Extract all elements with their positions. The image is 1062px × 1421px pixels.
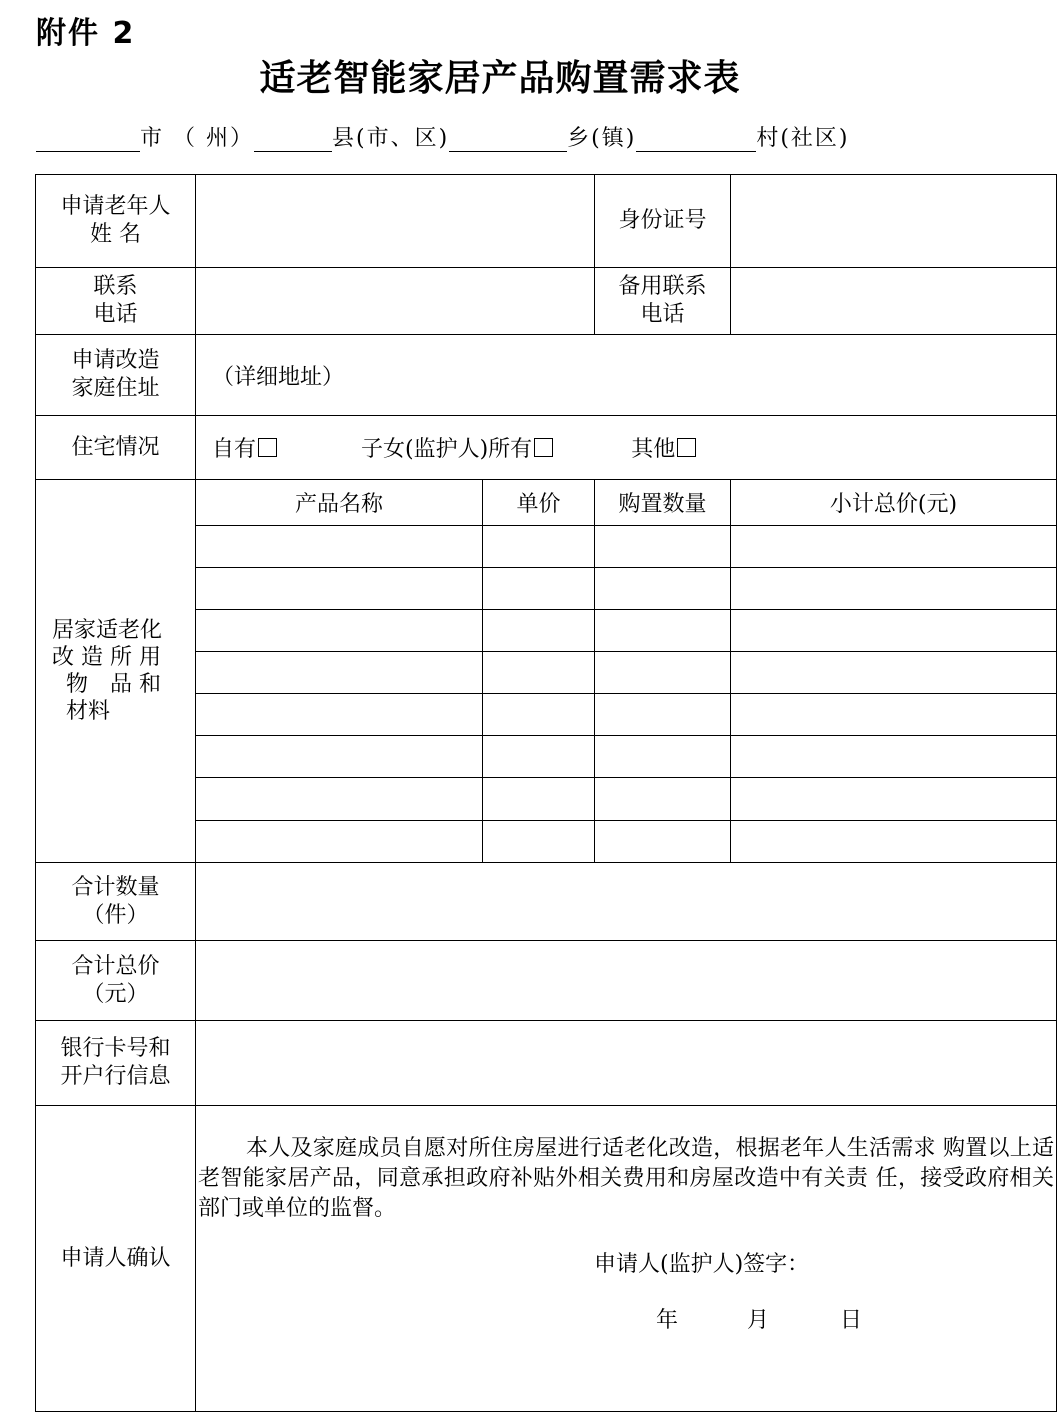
village-label: 村(社区) bbox=[756, 126, 850, 151]
township-blank[interactable] bbox=[449, 125, 567, 152]
unit-price-cell[interactable] bbox=[483, 568, 595, 610]
subtotal-cell[interactable] bbox=[731, 778, 1057, 821]
column-header-unit-price: 单价 bbox=[483, 480, 595, 526]
quantity-cell[interactable] bbox=[595, 821, 731, 863]
bank-info-label-cell bbox=[36, 1021, 196, 1106]
subtotal-cell[interactable] bbox=[731, 610, 1057, 652]
unit-price-cell[interactable] bbox=[483, 736, 595, 778]
products-label-line2: 改 造 所 用 bbox=[52, 645, 161, 670]
bank-info-row bbox=[36, 1021, 1057, 1106]
phone-input-cell[interactable] bbox=[196, 268, 595, 335]
housing-option-other-label: 其他 bbox=[631, 437, 676, 462]
products-label-line3: 物 品 和 bbox=[66, 672, 161, 697]
signature-label: 申请人(监护人)签字： bbox=[594, 1252, 810, 1277]
total-quantity-label-cell bbox=[36, 863, 196, 941]
backup-phone-label-line2: 电话 bbox=[640, 302, 685, 327]
address-input-cell[interactable] bbox=[196, 335, 1057, 416]
subtotal-cell[interactable] bbox=[731, 736, 1057, 778]
housing-label: 住宅情况 bbox=[36, 416, 196, 480]
product-name-cell[interactable] bbox=[196, 652, 483, 694]
phone-label-line2: 电话 bbox=[93, 302, 138, 327]
total-price-label-line2: （元） bbox=[82, 981, 149, 1007]
products-label-line1: 居家适老化 bbox=[52, 618, 163, 643]
name-label-line1: 申请老年人 bbox=[60, 194, 171, 219]
county-blank[interactable] bbox=[254, 125, 332, 152]
signature-date bbox=[198, 1306, 1054, 1336]
confirmation-body-cell bbox=[196, 1106, 1057, 1412]
housing-option-children-label: 子女(监护人)所有 bbox=[361, 437, 533, 462]
unit-price-cell[interactable] bbox=[483, 610, 595, 652]
housing-option-owned[interactable] bbox=[212, 432, 277, 463]
subtotal-cell[interactable] bbox=[731, 526, 1057, 568]
unit-price-cell[interactable] bbox=[483, 778, 595, 821]
quantity-cell[interactable] bbox=[595, 694, 731, 736]
confirmation-row bbox=[36, 1106, 1057, 1412]
column-header-subtotal: 小计总价(元) bbox=[731, 480, 1057, 526]
column-header-quantity: 购置数量 bbox=[595, 480, 731, 526]
phone-label-cell bbox=[36, 268, 196, 335]
products-header-row bbox=[36, 480, 1057, 526]
product-name-cell[interactable] bbox=[196, 568, 483, 610]
product-name-cell[interactable] bbox=[196, 736, 483, 778]
village-blank[interactable] bbox=[636, 125, 756, 152]
total-quantity-row bbox=[36, 863, 1057, 941]
county-label: 县(市、区) bbox=[332, 126, 450, 151]
checkbox-icon[interactable] bbox=[677, 438, 696, 457]
product-name-cell[interactable] bbox=[196, 526, 483, 568]
unit-price-cell[interactable] bbox=[483, 821, 595, 863]
total-quantity-label-line2: （件） bbox=[82, 902, 149, 928]
product-name-cell[interactable] bbox=[196, 610, 483, 652]
column-header-product-name: 产品名称 bbox=[196, 480, 483, 526]
housing-option-other[interactable] bbox=[631, 432, 696, 463]
address-row bbox=[36, 335, 1057, 416]
quantity-cell[interactable] bbox=[595, 652, 731, 694]
bank-info-input-cell[interactable] bbox=[196, 1021, 1057, 1106]
date-year: 年 bbox=[656, 1308, 679, 1333]
subtotal-cell[interactable] bbox=[731, 821, 1057, 863]
subtotal-cell[interactable] bbox=[731, 652, 1057, 694]
city-label: 市 （ 州） bbox=[140, 126, 254, 151]
region-line bbox=[36, 116, 850, 152]
total-price-row bbox=[36, 941, 1057, 1021]
total-quantity-input-cell[interactable] bbox=[196, 863, 1057, 941]
confirmation-label: 申请人确认 bbox=[36, 1106, 196, 1412]
phone-label-line1: 联系 bbox=[93, 274, 138, 299]
name-input-cell[interactable] bbox=[196, 175, 595, 268]
quantity-cell[interactable] bbox=[595, 736, 731, 778]
address-label-line1: 申请改造 bbox=[71, 348, 160, 373]
id-input-cell[interactable] bbox=[731, 175, 1057, 268]
date-day: 日 bbox=[840, 1308, 863, 1333]
product-name-cell[interactable] bbox=[196, 821, 483, 863]
total-price-label-cell bbox=[36, 941, 196, 1021]
name-label-line2: 姓 名 bbox=[90, 222, 141, 247]
phone-row bbox=[36, 268, 1057, 335]
attachment-label: 附件 2 bbox=[36, 16, 136, 51]
checkbox-icon[interactable] bbox=[534, 438, 553, 457]
quantity-cell[interactable] bbox=[595, 610, 731, 652]
name-row bbox=[36, 175, 1057, 268]
housing-row bbox=[36, 416, 1057, 480]
products-label-line4: 材料 bbox=[66, 699, 111, 724]
id-label: 身份证号 bbox=[595, 175, 731, 268]
address-label-line2: 家庭住址 bbox=[71, 376, 160, 401]
total-price-label-line1: 合计总价 bbox=[71, 953, 160, 979]
total-price-input-cell[interactable] bbox=[196, 941, 1057, 1021]
backup-phone-label-line1: 备用联系 bbox=[618, 274, 707, 299]
unit-price-cell[interactable] bbox=[483, 526, 595, 568]
total-quantity-label-line1: 合计数量 bbox=[71, 874, 160, 900]
backup-phone-label-cell bbox=[595, 268, 731, 335]
form-title: 适老智能家居产品购置需求表 bbox=[259, 57, 741, 99]
township-label: 乡(镇) bbox=[567, 126, 637, 151]
products-section-label bbox=[36, 480, 196, 863]
backup-phone-input-cell[interactable] bbox=[731, 268, 1057, 335]
application-form-table bbox=[35, 174, 1057, 1412]
city-blank[interactable] bbox=[36, 125, 140, 152]
housing-option-owned-label: 自有 bbox=[212, 437, 257, 462]
subtotal-cell[interactable] bbox=[731, 568, 1057, 610]
name-label-cell bbox=[36, 175, 196, 268]
housing-option-children[interactable] bbox=[361, 432, 553, 463]
bank-info-label-line1: 银行卡号和 bbox=[60, 1036, 171, 1061]
quantity-cell[interactable] bbox=[595, 568, 731, 610]
product-name-cell[interactable] bbox=[196, 778, 483, 821]
bank-info-label-line2: 开户行信息 bbox=[60, 1064, 171, 1089]
address-label-cell bbox=[36, 335, 196, 416]
unit-price-cell[interactable] bbox=[483, 652, 595, 694]
product-name-cell[interactable] bbox=[196, 694, 483, 736]
date-month: 月 bbox=[747, 1308, 770, 1333]
housing-options-cell bbox=[196, 416, 1057, 480]
subtotal-cell[interactable] bbox=[731, 694, 1057, 736]
checkbox-icon[interactable] bbox=[258, 438, 277, 457]
quantity-cell[interactable] bbox=[595, 526, 731, 568]
confirmation-statement: 本人及家庭成员自愿对所住房屋进行适老化改造，根据老年人生活需求 购置以上适老智能家居产品，同意承担政府补贴外相关费用和房屋改造中有关责 任，接受政府相关部门或单位的监督。 bbox=[198, 1136, 1054, 1221]
quantity-cell[interactable] bbox=[595, 778, 731, 821]
unit-price-cell[interactable] bbox=[483, 694, 595, 736]
address-placeholder: （详细地址） bbox=[212, 364, 345, 390]
